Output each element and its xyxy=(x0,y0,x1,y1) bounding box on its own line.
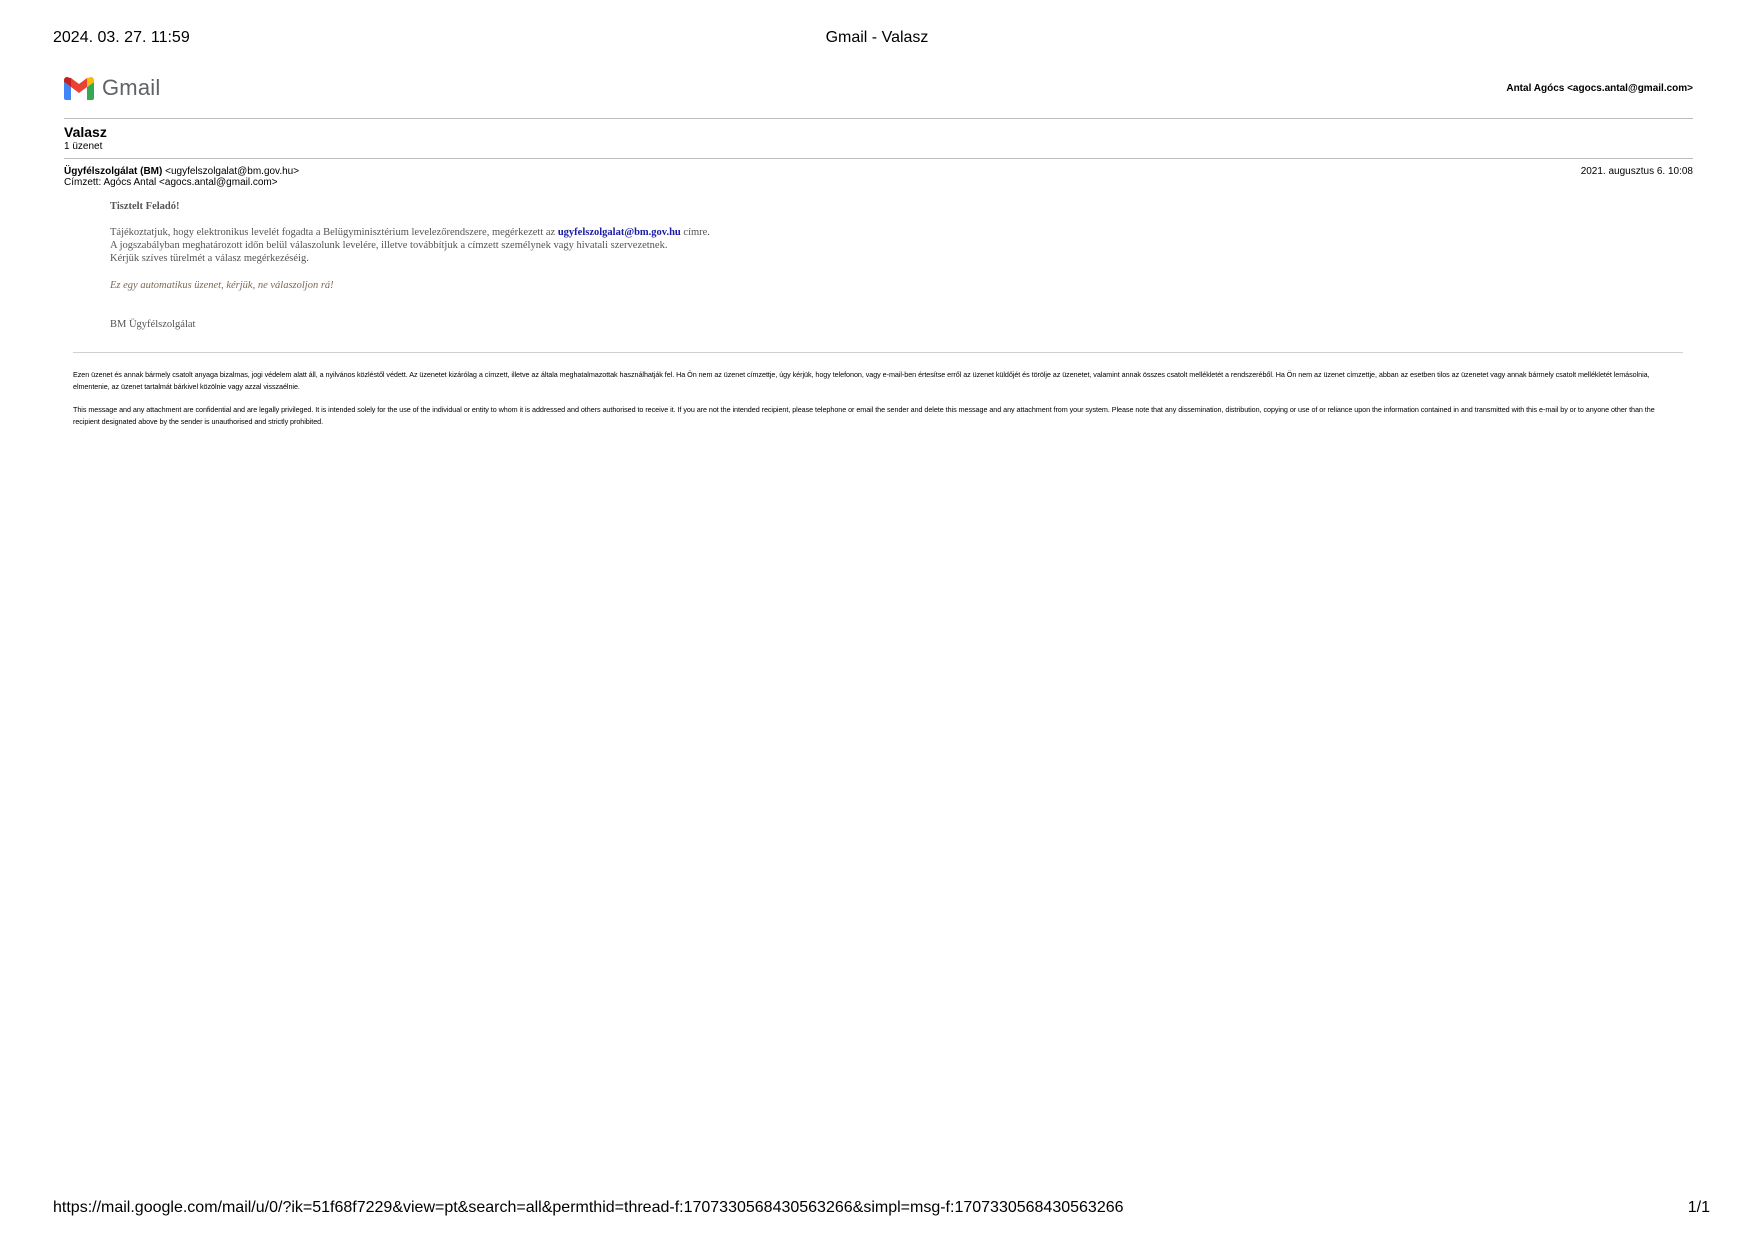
message-sender xyxy=(64,166,299,177)
body-line-1-text: Tájékoztatjuk, hogy elektronikus levelét fogadta a Belügyminisztérium levelezőrendszere, megérkezett az xyxy=(110,227,558,238)
auto-reply-note: Ez egy automatikus üzenet, kérjük, ne válaszoljon rá! xyxy=(110,280,334,291)
account-label: Antal Agócs <agocs.antal@gmail.com> xyxy=(1506,83,1693,94)
sender-email: <ugyfelszolgalat@bm.gov.hu> xyxy=(165,166,300,177)
disclaimer-english: This message and any attachment are confidential and are legally privileged. It is intended solely for the use of the individual or entity to whom it is addressed and others authorised to receive it. If you are not the intended recipient, please telephone or email the sender and delete this message and any attachment from your system. Please note that any dissemination, distribution, copying or use of or reliance upon the information contained in and transmitted with this e-mail by or to anyone other than the recipient designated above by the sender is unauthorised and strictly prohibited. xyxy=(73,405,1655,426)
body-greeting: Tisztelt Feladó! xyxy=(110,201,180,212)
message-date: 2021. augusztus 6. 10:08 xyxy=(1580,166,1693,177)
print-page-number: 1/1 xyxy=(1687,1199,1710,1216)
print-date: 2024. 03. 27. 11:59 xyxy=(53,29,190,46)
gmail-header xyxy=(64,73,1693,117)
gmail-m-icon xyxy=(64,77,94,100)
print-title: Gmail - Valasz xyxy=(825,29,929,46)
message-body xyxy=(110,200,1690,331)
thread-divider xyxy=(64,158,1693,159)
message-recipient: Címzett: Agócs Antal <agocs.antal@gmail.com> xyxy=(64,177,278,188)
thread-subject: Valasz xyxy=(64,124,107,140)
gmail-wordmark: Gmail xyxy=(102,75,161,100)
disclaimer-divider xyxy=(73,352,1683,353)
body-line-1-tail: címre. xyxy=(680,227,710,238)
print-url: https://mail.google.com/mail/u/0/?ik=51f68f7229&view=pt&search=all&permthid=thread-f:1707330568430563266&simpl=msg-f:1707330568430563266 xyxy=(53,1199,1124,1216)
body-line-2: A jogszabályban meghatározott időn belül válaszolunk levelére, illetve továbbítjuk a címzett személynek vagy hivatali szervezetnek. xyxy=(110,240,668,251)
header-divider xyxy=(64,118,1693,119)
disclaimer-hungarian: Ezen üzenet és annak bármely csatolt anyaga bizalmas, jogi védelem alatt áll, a nyilvános közléstől védett. Az üzenetet kizárólag a címzett, illetve az általa meghatalmazottak használhatják fel. Ha Ön nem az üzenet címzettje, úgy kérjük, hogy telefonon, vagy e-mail-ben értesítse erről az üzenet küldőjét és törölje az üzenetet, valamint annak összes csatolt mellékletét a rendszeréből. Ha Ön nem az üzenet címzettje, abban az esetben tilos az üzenetet vagy annak bármely csatolt mellékletét lemásolnia, elmentenie, az üzenet tartalmát bárkivel közölnie vagy azzal visszaélnie. xyxy=(73,370,1650,391)
body-line-3: Kérjük szíves türelmét a válasz megérkezéséig. xyxy=(110,253,309,264)
body-line-1 xyxy=(110,226,1690,239)
gmail-logo xyxy=(64,73,160,103)
sender-name: Ügyfélszolgálat (BM) xyxy=(64,166,163,177)
email-link[interactable]: ugyfelszolgalat@bm.gov.hu xyxy=(557,227,681,238)
signature: BM Ügyfélszolgálat xyxy=(110,319,196,330)
thread-message-count: 1 üzenet xyxy=(64,141,103,152)
